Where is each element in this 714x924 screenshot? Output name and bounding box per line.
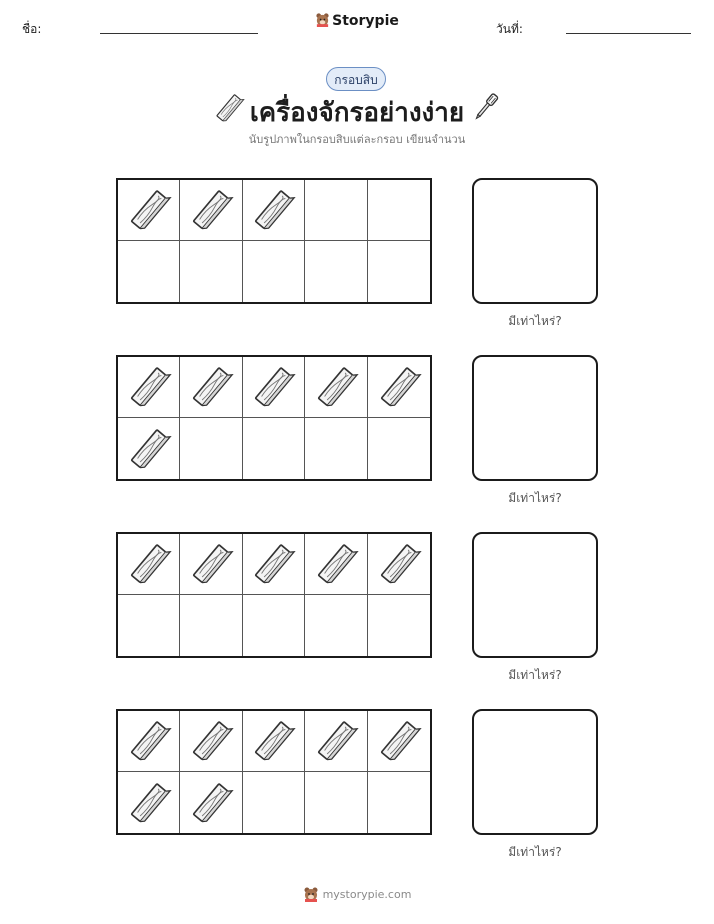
answer-box[interactable] [472,532,598,658]
frame-cell [118,772,180,833]
frame-cell [118,595,180,656]
frame-cell [118,711,180,772]
ten-frame [116,709,432,835]
ten-frame [116,178,432,304]
ten-frame [116,355,432,481]
frame-cell [305,241,367,302]
answer-box[interactable] [472,355,598,481]
wood-plank-icon [188,718,234,764]
frame-cell [243,241,305,302]
wood-plank-icon [126,364,172,410]
answer-box[interactable] [472,709,598,835]
frame-cell [305,418,367,479]
frame-cell [368,772,430,833]
frame-cell [305,772,367,833]
frame-cell [305,711,367,772]
wood-plank-icon [188,364,234,410]
instructions: นับรูปภาพในกรอบสิบแต่ละกรอบ เขียนจำนวน [248,133,466,146]
page-title: เครื่องจักรอย่างง่าย [249,98,465,128]
frame-cell [118,241,180,302]
brand [0,12,714,29]
screwdriver-icon [470,91,502,123]
frame-cell [243,534,305,595]
ten-frame [116,532,432,658]
frame-cell [243,595,305,656]
wood-plank-icon [126,426,172,472]
wood-plank-icon [313,541,359,587]
wood-plank-icon [188,780,234,826]
answer-box[interactable] [472,178,598,304]
frame-cell [180,418,242,479]
frame-cell [118,534,180,595]
frame-cell [368,595,430,656]
frame-cell [368,711,430,772]
frame-cell [118,180,180,241]
wood-plank-icon [313,364,359,410]
frame-cell [243,711,305,772]
wood-plank-icon [250,364,296,410]
wood-plank-icon [376,718,422,764]
wood-plank-icon [250,541,296,587]
frame-cell [180,357,242,418]
question-label: มีเท่าไหร่? [508,314,562,328]
frame-cell [118,418,180,479]
frame-cell [305,180,367,241]
frame-cell [243,772,305,833]
question-label: มีเท่าไหร่? [508,845,562,859]
wood-plank-icon [126,541,172,587]
date-label: วันที่: [496,22,523,36]
brand-name: Storypie [332,13,399,29]
frame-cell [368,534,430,595]
wood-plank-icon [313,718,359,764]
frame-cell [180,534,242,595]
wood-plank-icon [250,718,296,764]
frame-cell [368,418,430,479]
frame-cell [305,595,367,656]
frame-cell [305,357,367,418]
frame-cell [118,357,180,418]
wood-plank-icon [126,780,172,826]
question-label: มีเท่าไหร่? [508,668,562,682]
wood-plank-icon [250,187,296,233]
footer [0,886,714,902]
frame-cell [243,357,305,418]
frame-cell [368,357,430,418]
wood-plank-icon [188,541,234,587]
frame-cell [180,180,242,241]
frame-cell [180,241,242,302]
storypie-bear-icon [303,886,319,902]
name-field[interactable] [100,33,258,34]
wood-plank-icon [376,541,422,587]
wood-plank-icon [126,718,172,764]
topic-badge: กรอบสิบ [326,67,386,91]
question-label: มีเท่าไหร่? [508,491,562,505]
storypie-bear-icon [315,12,330,27]
frame-cell [368,180,430,241]
frame-cell [243,180,305,241]
frame-cell [180,595,242,656]
frame-cell [243,418,305,479]
date-field[interactable] [566,33,691,34]
wood-plank-icon [126,187,172,233]
wood-plank-icon [376,364,422,410]
frame-cell [180,711,242,772]
frame-cell [180,772,242,833]
frame-cell [305,534,367,595]
footer-url[interactable]: mystorypie.com [322,888,412,901]
wood-plank-icon [188,187,234,233]
name-label: ชื่อ: [22,22,42,36]
frame-cell [368,241,430,302]
